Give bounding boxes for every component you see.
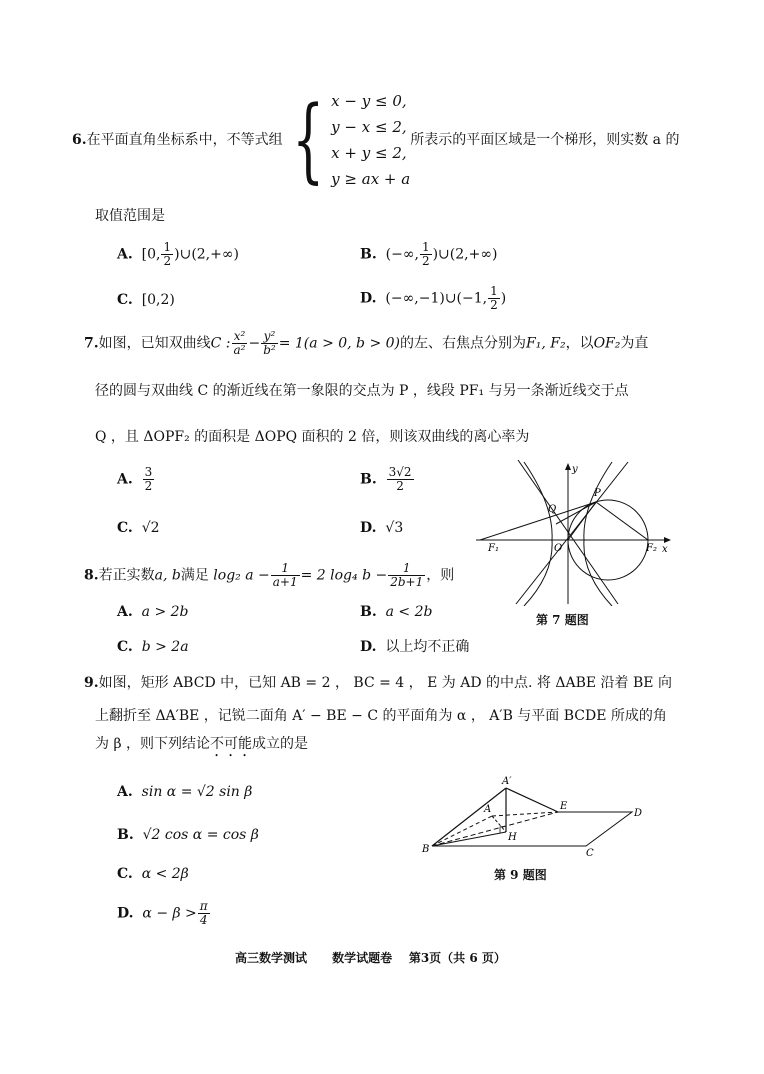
segment-pf2 xyxy=(596,502,648,540)
asymptote-2 xyxy=(516,462,628,604)
q8-option-d[interactable]: D. 以上均不正确 xyxy=(360,639,470,655)
edge-be xyxy=(432,812,558,846)
segment-bh xyxy=(432,832,506,846)
q6-stem xyxy=(72,88,679,192)
q6-ineq-3: x + y ≤ 2, xyxy=(331,144,407,162)
q9-emphasis: 不可能 xyxy=(210,736,252,752)
segment-op xyxy=(568,502,596,540)
q7-figure-caption: 第 7 题图 xyxy=(536,613,589,627)
hyperbola-left-branch xyxy=(524,462,552,606)
q6-ineq-1: x − y ≤ 0, xyxy=(331,92,407,110)
q9-option-d[interactable]: D. α − β > $\frac{\pi}{4}$ xyxy=(117,899,208,927)
label-d: D xyxy=(634,808,643,819)
footer-page: 第3页（共 6 页） xyxy=(408,951,506,965)
q9-stem-line3: 为 β ，则下列结论不可能成立的是 xyxy=(95,736,308,752)
q7-option-d[interactable]: D. √3 xyxy=(360,520,404,536)
q6-b-fraction: $\frac{1}{2}$ xyxy=(421,240,430,268)
q6-number: 6. xyxy=(72,132,87,148)
q6-option-d[interactable]: D. (−∞,−1)∪(−1, $\frac{1}{2}$ ) xyxy=(360,284,507,312)
q8-stem: 8.若正实数a, b满足 log₂ a − $\frac{1}{a+1}$ = 2 log₄ b − $\frac{1}{2b+1}$ ，则 xyxy=(84,561,455,589)
q7-option-a[interactable]: A. $\frac{3}{2}$ xyxy=(117,465,153,493)
edge-ab xyxy=(432,816,492,846)
q9-figure xyxy=(418,774,654,858)
q7-option-c[interactable]: C. √2 xyxy=(117,520,160,536)
q6-option-c[interactable]: C. [0,2) xyxy=(117,292,175,308)
q6-ineq-2: y − x ≤ 2, xyxy=(331,118,407,136)
q6-a-fraction: $\frac{1}{2}$ xyxy=(163,240,172,268)
label-c: C xyxy=(586,848,594,858)
q7-stem-line1: 7.如图，已知双曲线C : $\frac{\text{x²}}{\text{a²}}$ − $\frac{\text{y²}}{\text{b²}}$ = 1(a > 0, b > 0)的左、右焦点分别为F₁, F₂，以OF₂为直 xyxy=(84,329,649,357)
label-h: H xyxy=(508,832,517,843)
q8-option-c[interactable]: C. b > 2a xyxy=(117,639,189,655)
q9-stem-line2: 上翻折至 ΔA′BE ，记锐二面角 A′ − BE − C 的平面角为 α ， A′B 与平面 BCDE 所成的角 xyxy=(95,708,667,724)
footer-mid: 数学试题卷 xyxy=(332,951,393,965)
q6-d-fraction: $\frac{1}{2}$ xyxy=(490,284,498,312)
q6-option-b[interactable]: B. (−∞, $\frac{1}{2}$ )∪(2,+∞) xyxy=(360,240,498,268)
q9-number: 9. xyxy=(84,675,99,691)
q6-stem-line2: 取值范围是 xyxy=(95,208,165,224)
label-q: Q xyxy=(548,504,557,515)
q8-option-a[interactable]: A. a > 2b xyxy=(117,604,189,620)
q9-stem-line1: 9.如图，矩形 ABCD 中，已知 AB = 2 ， BC = 4 ， E 为 AD 的中点. 将 ΔABE 沿着 BE 向 xyxy=(84,675,672,691)
y-axis-arrow xyxy=(565,463,571,470)
label-a1: A′ xyxy=(502,776,512,787)
x-axis-arrow xyxy=(664,537,671,543)
label-y: y xyxy=(572,464,578,475)
q6-text-before: 在平面直角坐标系中，不等式组 xyxy=(86,132,283,148)
q7-figure xyxy=(470,458,676,606)
label-f2: F₂ xyxy=(646,543,657,554)
q9-option-c[interactable]: C. α < 2β xyxy=(117,866,189,882)
q9-figure-caption: 第 9 题图 xyxy=(494,868,547,882)
q7-stem-line3: Q ，且 ΔOPF₂ 的面积是 ΔOPQ 面积的 2 倍，则该双曲线的离心率为 xyxy=(95,429,530,445)
edge-ae xyxy=(492,812,558,816)
label-o: O xyxy=(554,543,563,554)
label-f1: F₁ xyxy=(488,543,499,554)
plane-bcde xyxy=(432,812,632,846)
label-x: x xyxy=(662,544,668,555)
q9-option-b[interactable]: B. √2 cos α = cos β xyxy=(117,827,259,843)
label-p: P xyxy=(594,488,601,499)
q7-number: 7. xyxy=(84,335,99,352)
label-a: A xyxy=(484,804,492,815)
edge-a1e xyxy=(506,788,558,812)
q8-option-b[interactable]: B. a < 2b xyxy=(360,604,433,620)
hyperbola-right-branch xyxy=(584,462,612,606)
q6-ineq-4: y ≥ ax + a xyxy=(331,170,411,188)
q6-option-a[interactable]: A. [0, $\frac{1}{2}$ )∪(2,+∞) xyxy=(117,240,239,268)
label-b: B xyxy=(422,844,430,855)
q6-text-after: 所表示的平面区域是一个梯形，则实数 a 的 xyxy=(410,132,680,148)
edge-a1b xyxy=(432,788,506,846)
segment-pf1 xyxy=(480,502,596,540)
label-e: E xyxy=(560,801,568,812)
q8-number: 8. xyxy=(84,567,99,584)
q9-option-a[interactable]: A. sin α = √2 sin β xyxy=(117,784,253,800)
footer-left: 高三数学测试 xyxy=(235,951,308,965)
q7-stem-line2: 径的圆与双曲线 C 的渐近线在第一象限的交点为 P ，线段 PF₁ 与另一条渐近线交于点 xyxy=(95,383,629,399)
q7-option-b[interactable]: B. $\frac{3√2}{2}$ xyxy=(360,465,412,493)
q6-inequality-system: { x − y ≤ 0, y − x ≤ 2, x + y ≤ 2, y ≥ ax + a xyxy=(291,86,411,193)
page-footer xyxy=(235,949,506,966)
